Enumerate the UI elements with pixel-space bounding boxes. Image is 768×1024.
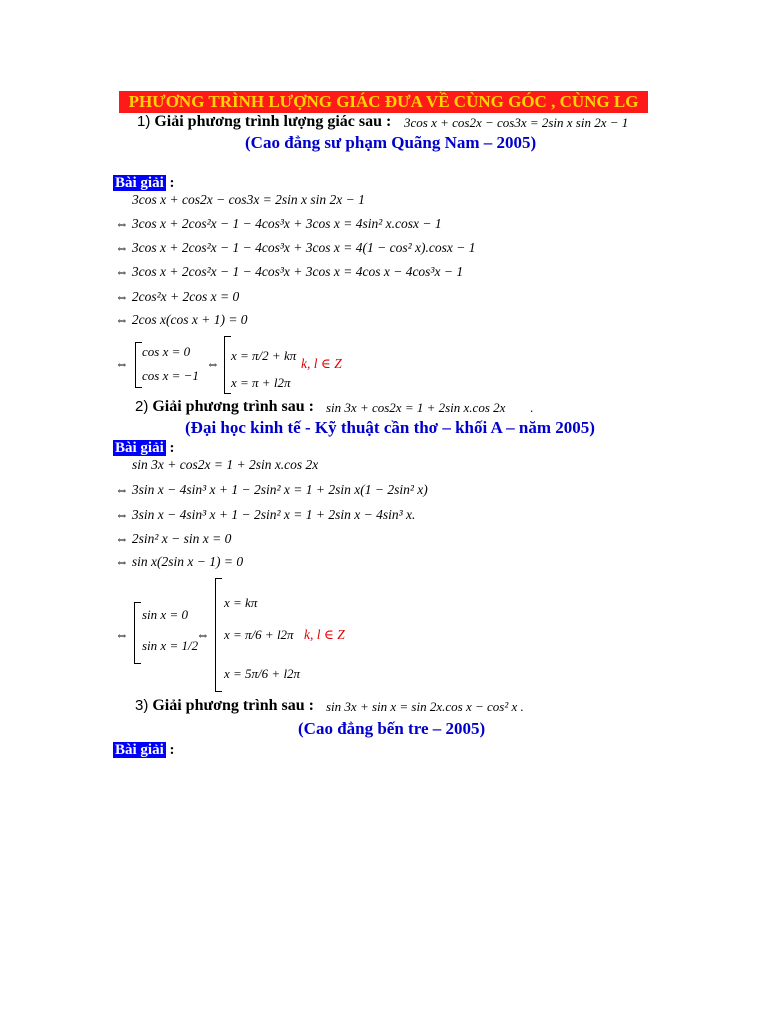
p2-step-3: ⇔ 3sin x − 4sin³ x + 1 − 2sin² x = 1 + 2sin x − 4sin³ x. <box>115 507 416 522</box>
solution-1-label <box>113 174 175 192</box>
page-title: PHƯƠNG TRÌNH LƯỢNG GIÁC ĐƯA VỀ CÙNG GÓC , CÙNG LG <box>119 91 648 113</box>
p1-step-3: ⇔ 3cos x + 2cos²x − 1 − 4cos³x + 3cos x = 4(1 − cos² x).cosx − 1 <box>115 240 476 255</box>
problem-1-heading <box>137 113 391 131</box>
problem-3-source: (Cao đẳng bến tre – 2005) <box>298 719 486 738</box>
p1-constraint: k, l ∈ Z <box>301 356 342 371</box>
problem-2-text: Giải phương trình sau : <box>152 398 314 415</box>
p1-system-1: cos x = 0 <box>142 344 191 359</box>
p1-root-2: x = π + l2π <box>231 375 291 390</box>
solution-1-badge: Bài giải <box>115 175 164 191</box>
problem-1-equation: 3cos x + cos2x − cos3x = 2sin x sin 2x − 1 <box>404 115 629 130</box>
p1-iff-2: ⇔ <box>206 356 220 371</box>
p1-iff-1: ⇔ <box>115 356 129 371</box>
p1-step-1: 3cos x + cos2x − cos3x = 2sin x sin 2x − 1 <box>132 192 365 207</box>
problem-3-heading <box>135 697 314 715</box>
p2-root-1: x = kπ <box>224 595 258 610</box>
problem-2-trail: . <box>530 400 534 415</box>
p2-iff-2: ⇔ <box>196 627 210 642</box>
p1-step-4: ⇔ 3cos x + 2cos²x − 1 − 4cos³x + 3cos x = 4cos x − 4cos³x − 1 <box>115 264 464 279</box>
problem-3-text: Giải phương trình sau : <box>152 697 314 714</box>
p2-step-5: ⇔ sin x(2sin x − 1) = 0 <box>115 554 244 569</box>
solution-3-badge: Bài giải <box>115 742 164 758</box>
solution-2-badge: Bài giải <box>115 440 164 456</box>
problem-1-text: Giải phương trình lượng giác sau : <box>154 113 392 130</box>
p1-system-2: cos x = −1 <box>142 368 199 383</box>
p1-step-5: ⇔ 2cos²x + 2cos x = 0 <box>115 289 240 304</box>
p2-constraint: k, l ∈ Z <box>304 627 345 642</box>
problem-2-equation: sin 3x + cos2x = 1 + 2sin x.cos 2x <box>326 400 506 415</box>
p1-system-bracket <box>135 342 142 388</box>
p2-system-bracket <box>134 602 141 664</box>
problem-2-number: 2) <box>135 398 149 415</box>
p2-iff-1: ⇔ <box>115 627 129 642</box>
solution-3-label <box>113 741 175 759</box>
p2-root-3: x = 5π/6 + l2π <box>224 666 301 681</box>
p2-step-2: ⇔ 3sin x − 4sin³ x + 1 − 2sin² x = 1 + 2sin x(1 − 2sin² x) <box>115 482 428 497</box>
p2-root-2: x = π/6 + l2π <box>224 627 294 642</box>
p2-system-2: sin x = 1/2 <box>142 638 199 653</box>
p2-step-1: sin 3x + cos2x = 1 + 2sin x.cos 2x <box>132 457 319 472</box>
problem-1-number: 1) <box>137 113 151 130</box>
solution-2-label <box>113 439 175 457</box>
problem-2-heading <box>135 398 314 416</box>
p1-step-2: ⇔ 3cos x + 2cos²x − 1 − 4cos³x + 3cos x = 4sin² x.cosx − 1 <box>115 216 442 231</box>
p2-system-1: sin x = 0 <box>142 607 188 622</box>
p2-step-4: ⇔ 2sin² x − sin x = 0 <box>115 531 232 546</box>
solution-1-colon: : <box>165 175 175 191</box>
problem-3-number: 3) <box>135 697 149 714</box>
solution-3-colon: : <box>165 742 175 758</box>
p1-roots-bracket <box>224 336 231 394</box>
solution-2-colon: : <box>165 440 175 456</box>
problem-3-equation: sin 3x + sin x = sin 2x.cos x − cos² x . <box>326 699 524 714</box>
problem-2-source: (Đại học kinh tế - Kỹ thuật cần thơ – khối A – năm 2005) <box>185 418 595 437</box>
problem-1-source: (Cao đẳng sư phạm Quãng Nam – 2005) <box>245 133 537 152</box>
p1-step-6: ⇔ 2cos x(cos x + 1) = 0 <box>115 312 248 327</box>
p1-root-1: x = π/2 + kπ <box>231 348 297 363</box>
p2-roots-bracket <box>215 578 222 692</box>
